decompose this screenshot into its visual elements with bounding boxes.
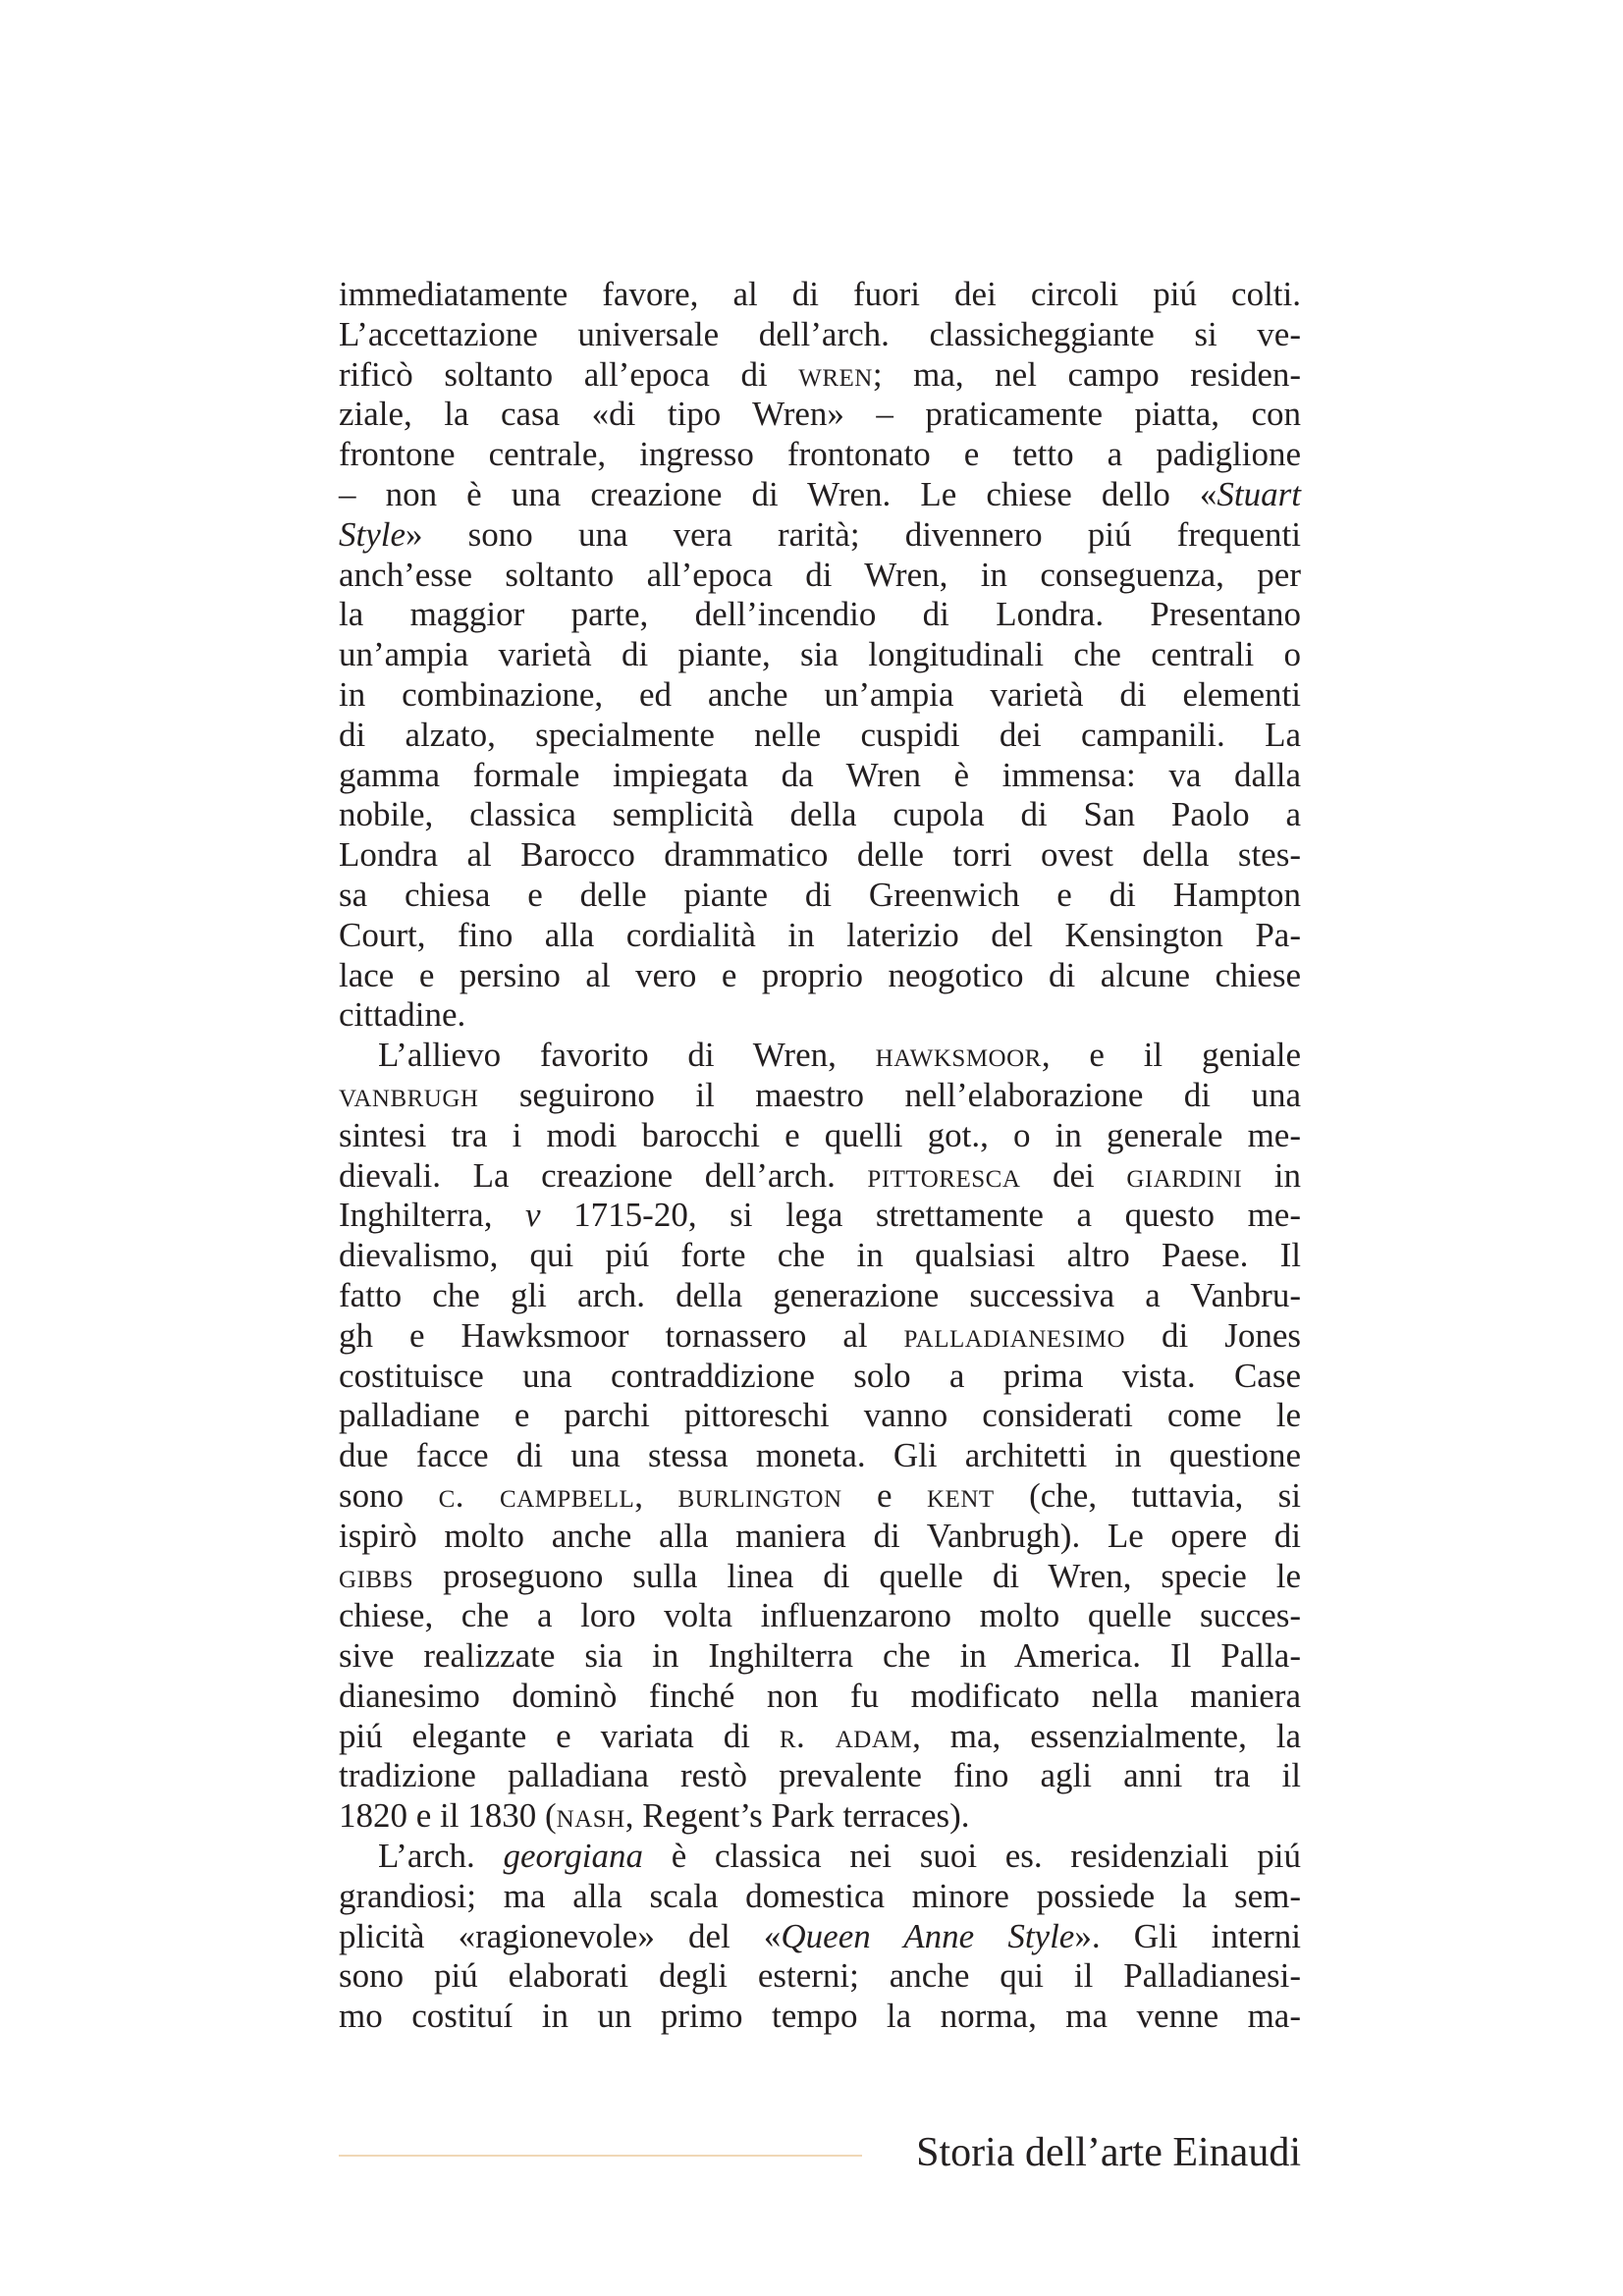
text-span: » sono una vera rarità; divennero piú frequenti [406, 514, 1301, 554]
text-line: dianesimo dominò finché non fu modificato nella maniera [339, 1676, 1301, 1715]
text-line: anch’esse soltanto all’epoca di Wren, in conseguenza, per [339, 555, 1301, 594]
text-line: Court, fino alla cordialità in laterizio del Kensington Pa- [339, 915, 1301, 954]
text-span: , e il geniale [1041, 1036, 1301, 1075]
text-span: 1715-20, si lega strettamente a questo me- [573, 1196, 1302, 1235]
name-vanbrugh: vanbrugh [339, 1075, 479, 1114]
text-line: ispirò molto anche alla maniera di Vanbrugh). Le opere di [339, 1516, 1301, 1555]
text-line: Londra al Barocco drammatico delle torri ovest della stes- [339, 835, 1301, 875]
text-line: nobile, classica semplicità della cupola di San Paolo a [339, 795, 1301, 834]
term-giardini: giardini [1126, 1155, 1243, 1195]
text-line [339, 515, 1301, 556]
name-campbell: c. campbell [438, 1475, 635, 1515]
text-span: , ma, essenzialmente, la [912, 1716, 1301, 1755]
italic-term: v [525, 1196, 541, 1235]
italic-term: Style [339, 514, 406, 554]
text-line: grandiosi; ma alla scala domestica minore possiede la sem- [339, 1876, 1301, 1915]
text-span: proseguono sulla linea di quelle di Wren, specie le [443, 1556, 1302, 1595]
italic-term: Queen Anne Style [781, 1916, 1075, 1955]
text-line: chiese, che a loro volta influenzarono molto quelle succes- [339, 1596, 1301, 1635]
footer-title: Storia dell’arte Einaudi [916, 2130, 1301, 2175]
text-line: costituisce una contraddizione solo a prima vista. Case [339, 1356, 1301, 1395]
text-span: Inghilterra, [339, 1196, 493, 1235]
text-line: un’ampia varietà di piante, sia longitudinali che centrali o [339, 635, 1301, 674]
text-span: seguirono il maestro nell’elaborazione di una [518, 1075, 1302, 1114]
text-line [339, 1557, 1301, 1597]
text-span: piú elegante e variata di [339, 1716, 750, 1755]
text-span: e [877, 1475, 893, 1515]
text-line: frontone centrale, ingresso frontonato e tetto a padiglione [339, 435, 1301, 474]
text-line [339, 1076, 1301, 1116]
text-span: è classica nei suoi es. residenziali piú [671, 1837, 1302, 1876]
text-line: cittadine. [339, 995, 466, 1035]
text-line [339, 1476, 1301, 1517]
text-line: la maggior parte, dell’incendio di Londra. Presentano [339, 595, 1301, 634]
text-line: sive realizzate sia in Inghilterra che in America. Il Palla- [339, 1636, 1301, 1676]
text-line: mo costituí in un primo tempo la norma, ma venne ma- [339, 1997, 1301, 2036]
text-line: gamma formale impiegata da Wren è immensa: va dalla [339, 755, 1301, 794]
text-line [339, 1717, 1301, 1757]
term-pittoresca: pittoresca [867, 1155, 1021, 1195]
footer-rule [339, 2155, 862, 2157]
text-line: immediatamente favore, al di fuori dei circoli piú colti. [339, 275, 1301, 313]
name-burlington: burlington [677, 1475, 842, 1515]
text-span: , Regent’s Park terraces). [624, 1796, 970, 1836]
text-span: 1820 e il 1830 ( [339, 1796, 557, 1836]
text-span: sono [339, 1475, 405, 1515]
text-span: L’allievo favorito di Wren, [378, 1036, 837, 1075]
term-palladianesimo: palladianesimo [903, 1315, 1126, 1355]
text-line [339, 1796, 1301, 1837]
text-span: (che, tuttavia, si [1029, 1475, 1302, 1515]
text-span: ; ma, nel campo residen- [872, 354, 1302, 394]
name-adam: r. adam [779, 1716, 913, 1755]
text-line [339, 1316, 1301, 1357]
text-span: dei [1052, 1155, 1095, 1195]
text-line: sa chiesa e delle piante di Greenwich e di Hampton [339, 875, 1301, 914]
text-span: rificò soltanto all’epoca di [339, 354, 768, 394]
text-line: tradizione palladiana restò prevalente fino agli anni tra il [339, 1756, 1301, 1795]
name-kent: kent [927, 1475, 995, 1515]
text-line: sono piú elaborati degli esterni; anche qui il Palladianesi- [339, 1956, 1301, 1996]
text-line: L’accettazione universale dell’arch. classicheggiante si ve- [339, 314, 1301, 353]
text-line: palladiane e parchi pittoreschi vanno considerati come le [339, 1396, 1301, 1435]
text-line: lace e persino al vero e proprio neogotico di alcune chiese [339, 955, 1301, 994]
text-line: ziale, la casa «di tipo Wren» – praticamente piatta, con [339, 395, 1301, 434]
text-line: due facce di una stessa moneta. Gli architetti in questione [339, 1436, 1301, 1475]
name-gibbs: gibbs [339, 1556, 414, 1595]
text-line: in combinazione, ed anche un’ampia varietà di elementi [339, 674, 1301, 714]
text-span: gh e Hawksmoor tornassero al [339, 1315, 868, 1355]
italic-term: georgiana [503, 1837, 644, 1876]
text-line [339, 475, 1301, 515]
text-line [339, 1196, 1301, 1236]
body-text [339, 275, 1301, 2037]
text-span: in [1273, 1155, 1302, 1195]
text-span: , [634, 1475, 644, 1515]
text-span: di Jones [1162, 1315, 1302, 1355]
text-span: – non è una creazione di Wren. Le chiese dello « [339, 474, 1217, 513]
text-line: sintesi tra i modi barocchi e quelli got., o in generale me- [339, 1115, 1301, 1154]
text-line [339, 355, 1301, 396]
text-line [339, 1156, 1301, 1197]
text-span: plicità «ragionevole» del « [339, 1916, 782, 1955]
text-span: ». Gli interni [1074, 1916, 1301, 1955]
text-line: fatto che gli arch. della generazione successiva a Vanbru- [339, 1275, 1301, 1314]
text-line: dievalismo, qui piú forte che in qualsiasi altro Paese. Il [339, 1236, 1301, 1275]
text-line [339, 1917, 1301, 1957]
name-hawksmoor: hawksmoor [875, 1036, 1042, 1075]
italic-term: Stuart [1217, 474, 1301, 513]
text-line: di alzato, specialmente nelle cuspidi dei campanili. La [339, 715, 1301, 754]
text-span: L’arch. [378, 1837, 475, 1876]
text-line [339, 1837, 1301, 1877]
text-span: dievali. La creazione dell’arch. [339, 1155, 836, 1195]
name-wren: wren [798, 354, 873, 394]
name-nash: nash [556, 1796, 625, 1836]
text-line [339, 1036, 1301, 1076]
